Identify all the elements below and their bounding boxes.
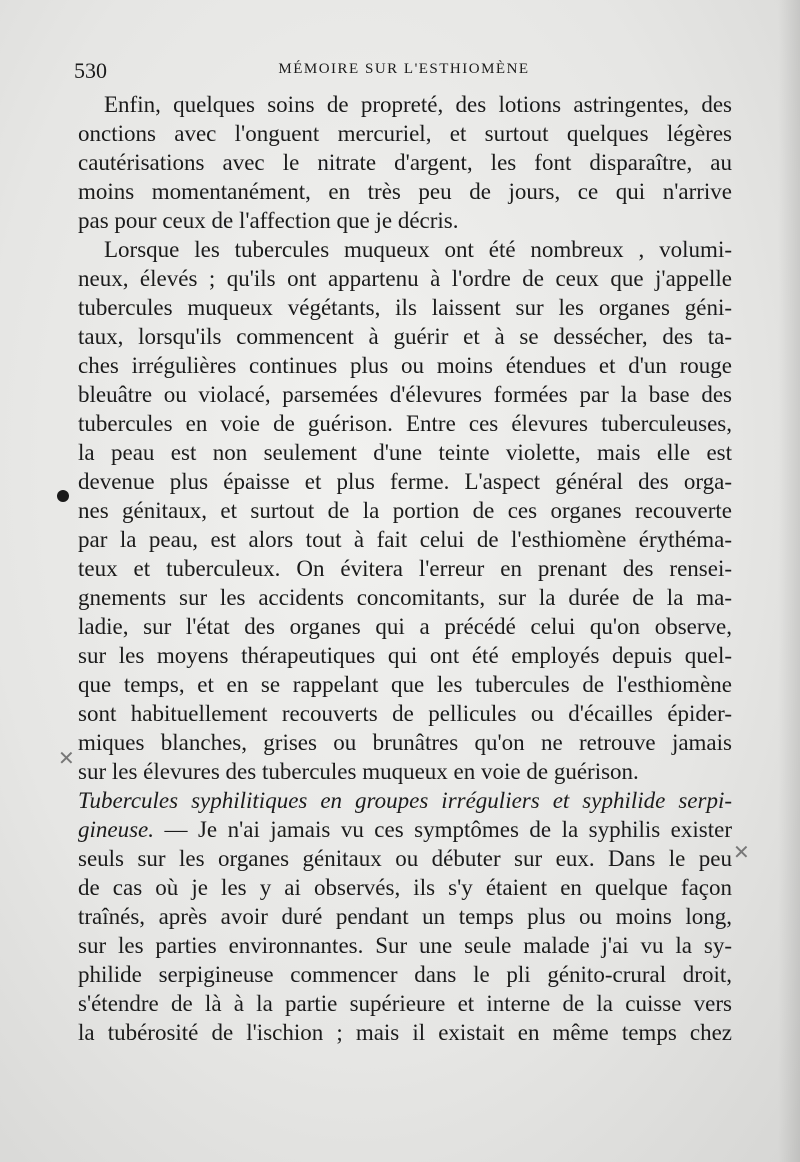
header-title: MÉMOIRE SUR L'ESTHIOMÈNE bbox=[278, 61, 530, 77]
text-run: — Je n'ai jamais vu ces symptômes de la syphilis exister bbox=[154, 817, 732, 842]
text-line: s'étendre de là à la partie supérieure et interne de la cuisse vers bbox=[78, 991, 732, 1016]
page-edge-shadow bbox=[778, 0, 800, 1162]
text-line: que temps, et en se rappelant que les tubercules de l'esthiomène bbox=[78, 672, 732, 697]
text-line: onctions avec l'onguent mercuriel, et surtout quelques légères bbox=[78, 121, 732, 146]
paragraph-2 bbox=[78, 844, 732, 1047]
text-line: tubercules en voie de guérison. Entre ces élevures tuberculeuses, bbox=[78, 411, 732, 436]
text-line: traînés, après avoir duré pendant un temps plus ou moins long, bbox=[78, 904, 732, 929]
italic-heading-line-2 bbox=[78, 815, 732, 844]
running-head bbox=[74, 58, 734, 82]
text-line: taux, lorsqu'ils commencent à guérir et à se dessécher, des ta- bbox=[78, 324, 732, 349]
margin-ink-dot bbox=[57, 490, 69, 502]
text-line: ches irrégulières continues plus ou moins étendues et d'un rouge bbox=[78, 353, 732, 378]
text-line: gnements sur les accidents concomitants, sur la durée de la ma- bbox=[78, 585, 732, 610]
text-line: la peau est non seulement d'une teinte violette, mais elle est bbox=[78, 440, 732, 465]
text-line: Lorsque les tubercules muqueux ont été nombreux , volumi- bbox=[104, 237, 732, 262]
text-line: ladie, sur l'état des organes qui a précédé celui qu'on observe, bbox=[78, 614, 732, 639]
text-line: seuls sur les organes génitaux ou débuter sur eux. Dans le peu bbox=[78, 846, 732, 871]
text-line: moins momentanément, en très peu de jours, ce qui n'arrive bbox=[78, 179, 732, 204]
text-line: sur les moyens thérapeutiques qui ont été employés depuis quel- bbox=[78, 643, 732, 668]
text-line: devenue plus épaisse et plus ferme. L'aspect général des orga- bbox=[78, 469, 732, 494]
text-line: cautérisations avec le nitrate d'argent, les font disparaître, au bbox=[78, 150, 732, 175]
body-text bbox=[78, 90, 732, 1047]
text-line: de cas où je les y ai observés, ils s'y étaient en quelque façon bbox=[78, 875, 732, 900]
text-line: pas pour ceux de l'affection que je décris. bbox=[78, 208, 459, 233]
text-line: la tubérosité de l'ischion ; mais il existait en même temps chez bbox=[78, 1020, 732, 1045]
page-number: 530 bbox=[74, 58, 107, 83]
text-line: Enfin, quelques soins de propreté, des lotions astringentes, des bbox=[104, 92, 732, 117]
text-line: tubercules muqueux végétants, ils laissent sur les organes géni- bbox=[78, 295, 732, 320]
text-line: sont habituellement recouverts de pellicules ou d'écailles épider- bbox=[78, 701, 732, 726]
text-line: par la peau, est alors tout à fait celui de l'esthiomène érythéma- bbox=[78, 527, 732, 552]
pencil-mark-right: ✕ bbox=[733, 840, 750, 864]
italic-term: gineuse. bbox=[78, 817, 155, 842]
paragraph-1 bbox=[78, 90, 732, 786]
text-line: sur les élevures des tubercules muqueux en voie de guérison. bbox=[78, 759, 639, 784]
pencil-mark-left: ✕ bbox=[58, 746, 75, 770]
text-line: sur les parties environnantes. Sur une seule malade j'ai vu la sy- bbox=[78, 933, 732, 958]
text-line: philide serpigineuse commencer dans le pli génito-crural droit, bbox=[78, 962, 732, 987]
text-line: bleuâtre ou violacé, parsemées d'élevures formées par la base des bbox=[78, 382, 732, 407]
text-line: nes génitaux, et surtout de la portion de ces organes recouverte bbox=[78, 498, 732, 523]
text-line: miques blanches, grises ou brunâtres qu'on ne retrouve jamais bbox=[78, 730, 732, 755]
text-line: teux et tuberculeux. On évitera l'erreur en prenant des rensei- bbox=[78, 556, 732, 581]
italic-heading-line: Tubercules syphilitiques en groupes irréguliers et syphilide serpi- bbox=[78, 788, 732, 813]
text-line: neux, élevés ; qu'ils ont appartenu à l'ordre de ceux que j'appelle bbox=[78, 266, 732, 291]
